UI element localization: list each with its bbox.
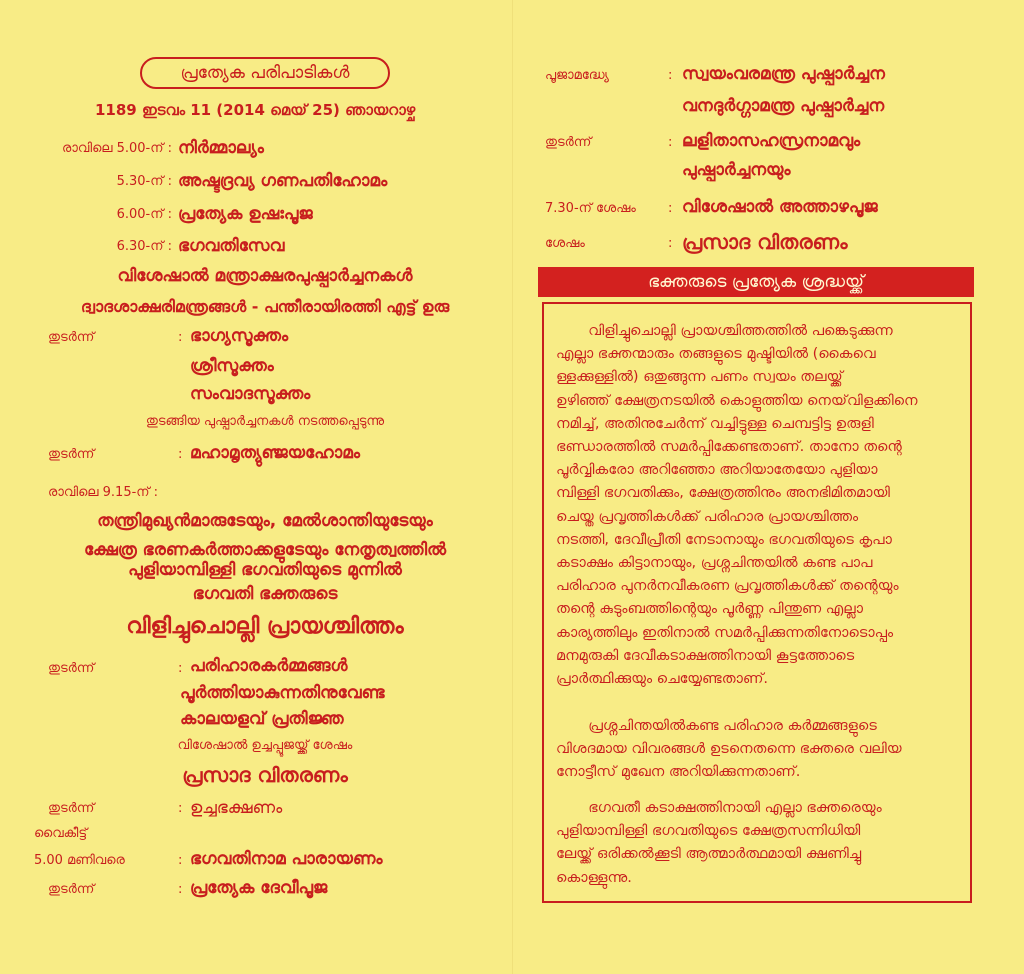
notice-line: പരിഹാര പുനർനവീകരണ പ്രവൃത്തികൾക്ക് തന്റെയും: [556, 578, 899, 595]
athazha-pooja: വിശേഷാൽ അത്താഴപൂജ: [682, 197, 878, 217]
mantra-line-1: വിശേഷാൽ മന്ത്രാക്ഷരപുഷ്പാർച്ചനകൾ: [117, 266, 413, 286]
time-915: രാവിലെ 9.15-ന് :: [48, 485, 159, 500]
thudarnnu-label-r1: തുടർന്ന്: [545, 135, 592, 150]
vanadurga-pushparchana: വനദുർഗ്ഗാമന്ത്ര പുഷ്പാർച്ചന: [682, 96, 885, 116]
colon-r3: :: [668, 201, 673, 216]
mantra-line-2: ദ്വാദശാക്ഷരിമന്ത്രങ്ങൾ - പന്തീരായിരത്തി എട്ട് ഉരു: [80, 297, 450, 316]
notice-line: ഭഗവതീ കടാക്ഷത്തിനായി എല്ലാ ഭക്തരെയും: [556, 800, 882, 816]
prasada-vitharanam-left: പ്രസാദ വിതരണം: [182, 763, 348, 787]
notice-line: പൂർവ്വികരോ അറിഞ്ഞോ അറിയാതേയോ പുളിയാ: [556, 462, 878, 479]
notice-line: പുളിയാമ്പിള്ളി ഭഗവതിയുടെ ക്ഷേത്രസന്നിധിയി: [556, 823, 861, 840]
colon-2: :: [178, 447, 183, 462]
notice-line: നമിച്ച്, അതിനുചേർന്ന് വച്ചിട്ടുള്ള ചെമ്പട്ടിട്ട ഉരുളി: [556, 415, 874, 432]
colon-r2: :: [668, 135, 673, 150]
thudarnnu-label-2: തുടർന്ന്: [48, 447, 95, 462]
time-530: 5.30-ന് :: [116, 174, 172, 189]
event-ganapathi-homam: അഷ്ടദ്രവ്യ ഗണപതിഹോമം: [178, 171, 388, 191]
lalitha-line-1: ലളിതാസഹസ്രനാമവും: [682, 131, 861, 151]
notice-line: പ്രശ്നചിന്തയിൽകണ്ട പരിഹാര കർമ്മങ്ങളുടെ: [556, 718, 877, 734]
after-730-label: 7.30-ന് ശേഷം: [545, 201, 636, 216]
notice-line: വിളിച്ചുചൊല്ലി പ്രായശ്ചിത്തത്തിൽ പങ്കെടുക്കുന്ന: [556, 323, 893, 339]
swayamvara-pushparchana: സ്വയംവരമന്ത്ര പുഷ്പാർച്ചന: [682, 64, 885, 84]
notice-line: വിശദമായ വിവരങ്ങൾ ഉടനെതന്നെ ഭക്തരെ വലിയ: [556, 741, 902, 758]
poojamadhye-label: പൂജാമദ്ധ്യേ: [545, 68, 609, 83]
samvadasooktham: സംവാദസൂക്തം: [190, 384, 311, 404]
time-630: 6.30-ന് :: [116, 239, 172, 254]
colon-5: :: [178, 853, 183, 868]
thudarnnu-label-5: തുടർന്ന്: [48, 882, 95, 897]
notice-line: മ്പിള്ളി ഭഗവതിക്കും, ക്ഷേത്രത്തിനും അനഭിമിതമായി: [556, 485, 890, 502]
notice-line: പ്രാർത്ഥിക്കുയും ചെയ്യേണ്ടതാണ്.: [556, 671, 768, 688]
parihara-line-3: കാലയളവ് പ്രതിജ്ഞ: [180, 709, 344, 729]
notice-line: എല്ലാ ഭക്തന്മാരും തങ്ങളുടെ മുഷ്ടിയിൽ (കൈവെ: [556, 346, 876, 363]
thudarnnu-label-3: തുടർന്ന്: [48, 661, 95, 676]
till-5pm: 5.00 മണിവരെ: [34, 853, 125, 868]
colon-r4: :: [668, 236, 673, 251]
notice-line: ള്ളക്കുള്ളിൽ) ഒതുങ്ങുന്ന പണം സ്വയം തലയ്ക്ക്: [556, 369, 843, 386]
notice-line: മനമുരുകി ദേവീകടാക്ഷത്തിനായി കൂട്ടത്തോടെ: [556, 647, 855, 664]
colon-1: :: [178, 330, 183, 345]
prayaschitham-title: വിളിച്ചുചൊല്ലി പ്രായശ്ചിത്തം: [126, 614, 404, 639]
thudarnnu-label-1: തുടർന്ന്: [48, 330, 95, 345]
notice-box: [542, 302, 972, 903]
leaders-line-1: തന്ത്രിമുഖ്യൻമാരുടേയും, മേൽശാന്തിയുടേയും: [97, 511, 433, 531]
thudarnnu-label-4: തുടർന്ന്: [48, 801, 95, 816]
parihara-line-1: പരിഹാരകർമ്മങ്ങൾ: [190, 656, 348, 676]
notice-paragraph-2: [556, 715, 902, 785]
colon-3: :: [178, 661, 183, 676]
parihara-line-2: പൂർത്തിയാകുന്നതിനുവേണ്ട: [180, 683, 385, 703]
nama-parayanam: ഭഗവതിനാമ പാരായണം: [190, 849, 383, 869]
notice-paragraph-3: [556, 797, 882, 890]
notice-line: കടാക്ഷം കിട്ടാനായും, പ്രശ്നചിന്തയിൽ കണ്ട പാപ: [556, 555, 873, 572]
leaders-line-4: ഭഗവതി ഭക്തരുടെ: [192, 584, 338, 604]
notice-title: ഭക്തരുടെ പ്രത്യേക ശ്രദ്ധയ്ക്ക്: [648, 272, 864, 292]
notice-line: ഭണ്ഡാരത്തിൽ സമർപ്പിക്കേണ്ടതാണ്. താനോ തന്റെ: [556, 439, 902, 456]
leaders-line-3: പുളിയാമ്പിള്ളി ഭഗവതിയുടെ മുന്നിൽ: [128, 560, 402, 580]
devi-pooja: പ്രത്യേക ദേവീപൂജ: [190, 878, 328, 898]
notice-line: ചെയ്ത പ്രവൃത്തികൾക്ക് പരിഹാര പ്രായശ്ചിത്തം: [556, 508, 859, 525]
bhagyasooktham: ഭാഗ്യസൂക്തം: [190, 326, 289, 346]
lalitha-line-2: പുഷ്പാർച്ചനയും: [682, 160, 791, 180]
mrityunjaya-homam: മഹാമൃത്യുഞ്ജയഹോമം: [190, 443, 361, 463]
event-bhagavathi-seva: ഭഗവതിസേവ: [178, 236, 285, 256]
prasada-vitharanam-right: പ്രസാദ വിതരണം: [682, 230, 848, 254]
colon-6: :: [178, 882, 183, 897]
colon-r1: :: [668, 68, 673, 83]
shesham-label: ശേഷം: [545, 236, 585, 251]
pushparchana-note: തുടങ്ങിയ പുഷ്പാർച്ചനകൾ നടത്തപ്പെടുന്നു: [145, 414, 385, 429]
notice-line: നോട്ടീസ് മുഖേന അറിയിക്കുന്നതാണ്.: [556, 764, 801, 781]
event-nirmalyam: നിർമ്മാല്യം: [178, 138, 264, 158]
sreesooktham: ശ്രീസൂക്തം: [190, 356, 274, 376]
colon-4: :: [178, 801, 183, 816]
notice-line: നടത്തി, ദേവീപ്രീതി നേടാനായും ഭഗവതിയുടെ കൃപാ: [556, 531, 892, 548]
event-usha-pooja: പ്രത്യേക ഉഷഃപൂജ: [178, 204, 313, 224]
ucha-pooja-note: വിശേഷാൽ ഉച്ചപ്പൂജയ്ക്ക് ശേഷം: [177, 738, 353, 753]
notice-line: ലേയ്ക്ക് ഒരിക്കൽക്കൂടി ആത്മാർത്ഥമായി ക്ഷണിച്ചു: [556, 846, 862, 863]
notice-line: ഉഴിഞ്ഞ് ക്ഷേത്രനടയിൽ കൊളുത്തിയ നെയ്‌വിളക്കിനെ: [556, 392, 918, 409]
time-600: 6.00-ന് :: [116, 207, 172, 222]
notice-header: [538, 267, 974, 297]
notice-line: കൊള്ളുന്നു.: [556, 869, 632, 886]
title-text: പ്രത്യേക പരിപാടികൾ: [180, 63, 350, 83]
page-fold: [512, 0, 513, 974]
special-programs-title: [140, 57, 390, 89]
date-line: 1189 ഇടവം 11 (2014 മെയ് 25) ഞായറാഴ്ച: [95, 101, 416, 119]
uchabhakshanam: ഉച്ചഭക്ഷണം: [190, 798, 283, 818]
time-500: രാവിലെ 5.00-ന് :: [61, 141, 172, 156]
vaikeettu: വൈകീട്ട്: [34, 826, 88, 841]
notice-line: തന്റെ കുടുംബത്തിന്റെയും പൂർണ്ണ പിന്തുണ എല്ലാ: [556, 601, 863, 618]
notice-paragraph-1: [556, 320, 917, 691]
leaders-line-2: ക്ഷേത്ര ഭരണകർത്താക്കളുടേയും നേതൃത്വത്തിൽ: [83, 540, 447, 560]
notice-line: കാര്യത്തിലും ഇതിനാൽ സമർപ്പിക്കുന്നതിനോടൊപ്പം: [556, 624, 894, 641]
